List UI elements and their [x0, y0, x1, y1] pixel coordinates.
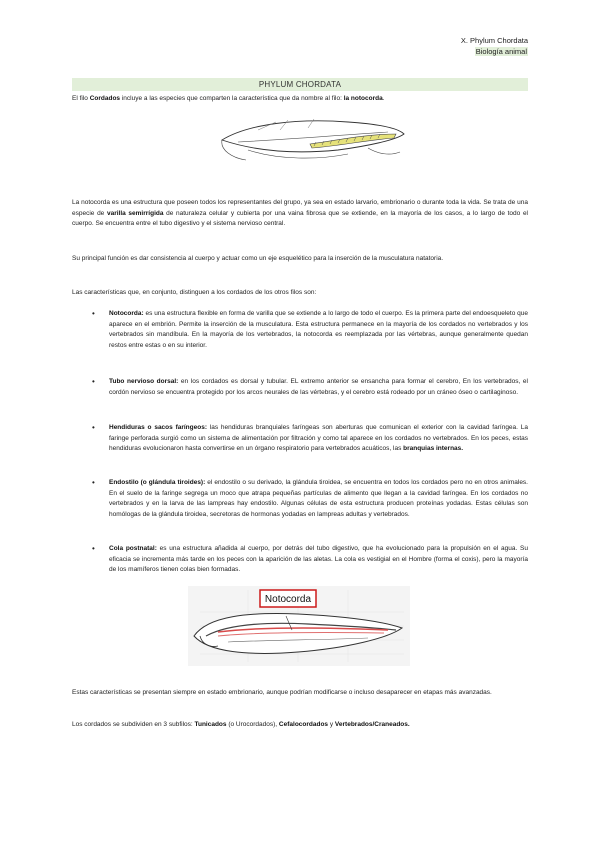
bullet-dot: •: [92, 423, 95, 432]
page-header: [461, 35, 528, 57]
bullet-dot: •: [92, 309, 95, 318]
bullet-dot: •: [92, 544, 95, 553]
header-subject: Biología animal: [475, 47, 527, 56]
notocorda-label: Notocorda: [264, 594, 312, 605]
bullet-dot: •: [92, 478, 95, 487]
paragraph-notocorda-definition: La notocorda es una estructura que poseen todos los representantes del grupo, ya sea en estado larvario, embrionario o durante toda la vida. Se trata de una especie de varilla semirrígida de naturaleza celular y cubierta por una vaina fibrosa que se extiende, en la mayoría de los casos, a lo largo de todo el cuerpo. Se encuentra entre el tubo digestivo y el sistema nervioso central.: [72, 199, 528, 228]
header-chapter: X. Phylum Chordata: [460, 36, 528, 45]
notocorda-diagram-figure: [188, 586, 410, 666]
paragraph-function: Su principal función es dar consistencia al cuerpo y actuar como un eje esquelético para la inserción de la musculatura natatoria.: [72, 255, 444, 262]
page-title: PHYLUM CHORDATA: [72, 78, 528, 91]
paragraph-subphyla: Los cordados se subdividen en 3 subfilos: Tunicados (o Urocordados), Cefalocordados y Vertebrados/Craneados.: [72, 721, 410, 728]
paragraph-embryonic: Estas características se presentan siempre en estado embrionario, aunque podrían modificarse o incluso desaparecer en etapas más avanzadas.: [72, 689, 492, 696]
intro-paragraph: El filo Cordados incluye a las especies que comparten la característica que da nombre al filo: la notocorda.: [72, 95, 385, 102]
paragraph-characteristics-intro: Las características que, en conjunto, distinguen a los cordados de los otros filos son:: [72, 289, 317, 296]
amphioxus-sketch-figure: [218, 110, 408, 166]
bullet-dot: •: [92, 377, 95, 386]
